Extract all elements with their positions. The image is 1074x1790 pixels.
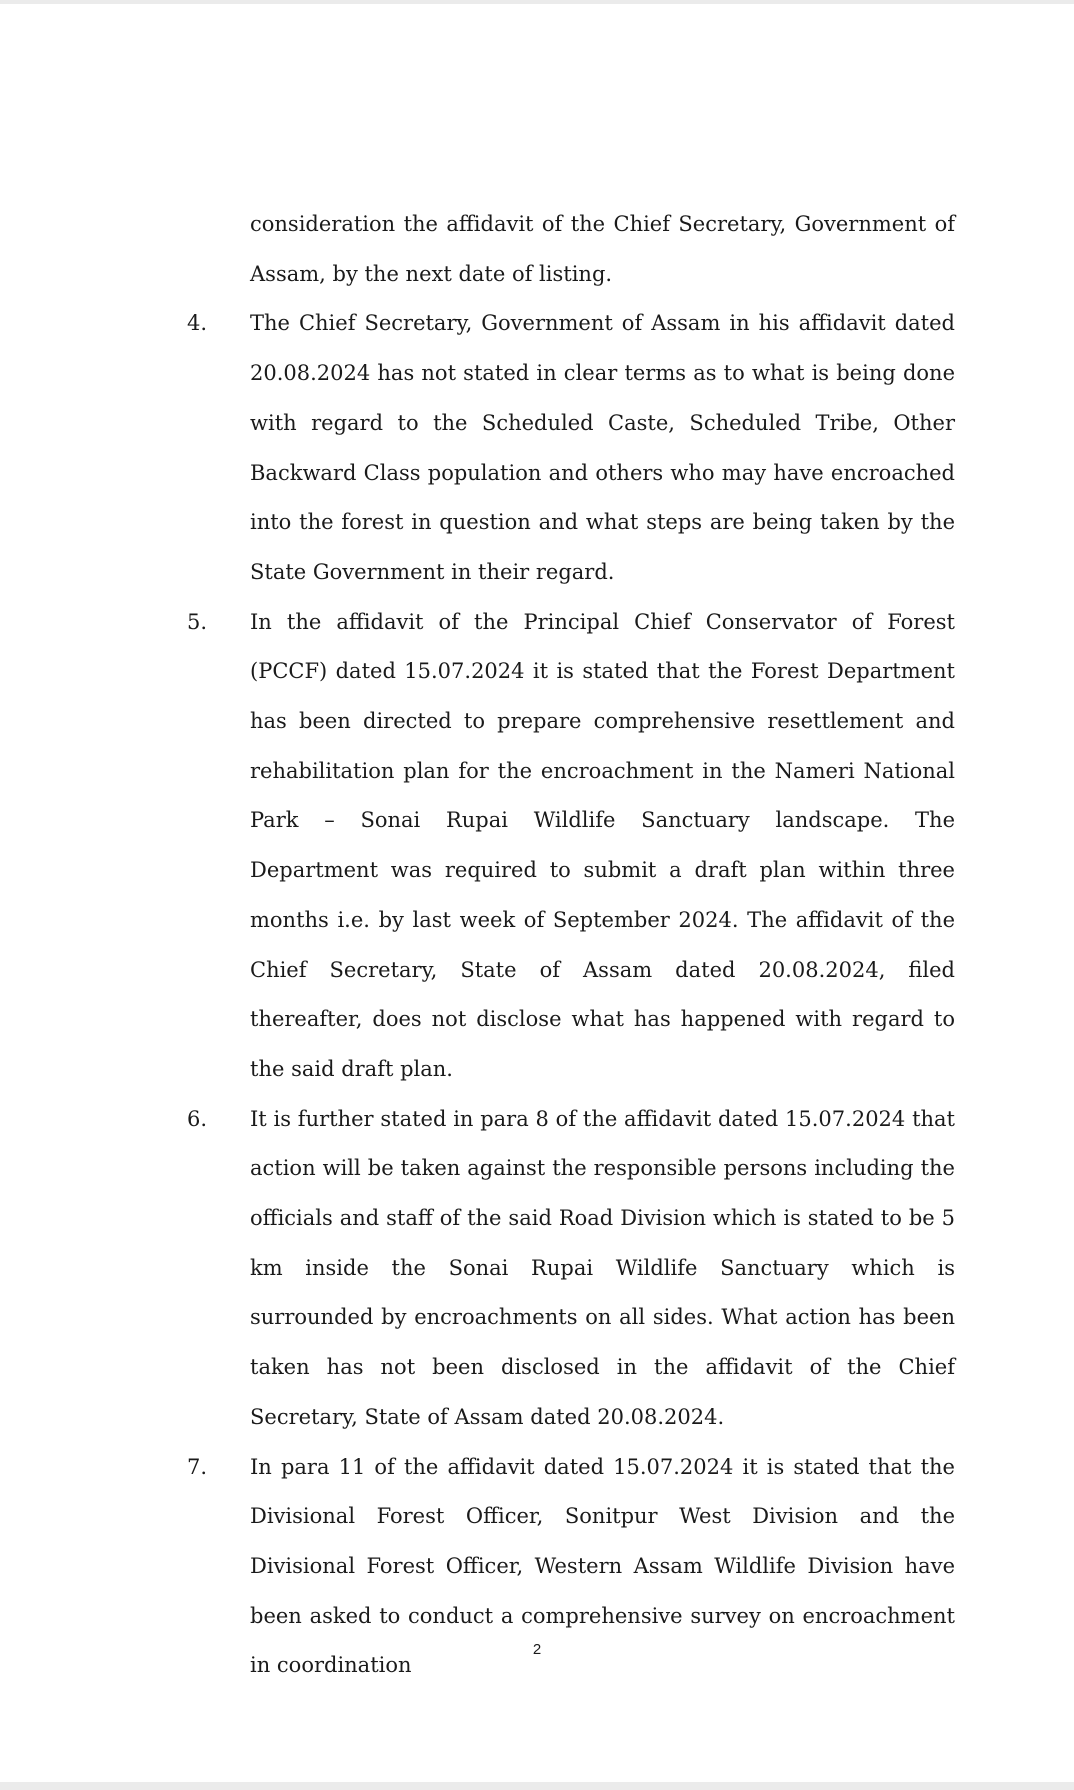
paragraph-continuation (0, 200, 1074, 299)
page-number: 2 (532, 1641, 542, 1658)
paragraph-number: 5. (187, 609, 208, 634)
paragraph-number: 7. (187, 1454, 208, 1479)
paragraph-text: In the affidavit of the Principal Chief Conservator of Forest (PCCF) dated 15.07.2024 it is stated that the Forest Department has been directed to prepare comprehensive resettlement and rehabilitation plan for the encroachment in the Nameri National Park – Sonai Rupai Wildlife Sanctuary landscape. The Department was required to submit a draft plan within three months i.e. by last week of September 2024. The affidavit of the Chief Secretary, State of Assam dated 20.08.2024, filed thereafter, does not disclose what has happened with regard to the said draft plan. (250, 609, 955, 1081)
paragraph-text: The Chief Secretary, Government of Assam in his affidavit dated 20.08.2024 has not stated in clear terms as to what is being done with regard to the Scheduled Caste, Scheduled Tribe, Other Backward Class population and others who may have encroached into the forest in question and what steps are being taken by the State Government in their regard. (250, 311, 955, 584)
paragraph-5 (0, 598, 1074, 1095)
paragraph-text: In para 11 of the affidavit dated 15.07.2024 it is stated that the Divisional Forest Officer, Sonitpur West Division and the Divisional Forest Officer, Western Assam Wildlife Division have been asked to conduct a comprehensive survey on encroachment in coordination (250, 1454, 955, 1678)
paragraph-text: It is further stated in para 8 of the affidavit dated 15.07.2024 that action will be taken against the responsible persons including the officials and staff of the said Road Division which is stated to be 5 km inside the Sonai Rupai Wildlife Sanctuary which is surrounded by encroachments on all sides. What action has been taken has not been disclosed in the affidavit of the Chief Secretary, State of Assam dated 20.08.2024. (250, 1106, 955, 1429)
paragraph-text: consideration the affidavit of the Chief Secretary, Government of Assam, by the next date of listing. (250, 212, 955, 286)
document-page (0, 4, 1074, 1782)
paragraph-6 (0, 1095, 1074, 1443)
document-body (0, 200, 1074, 1691)
paragraph-number: 4. (187, 311, 208, 336)
paragraph-4 (0, 299, 1074, 597)
paragraph-number: 6. (187, 1106, 208, 1131)
